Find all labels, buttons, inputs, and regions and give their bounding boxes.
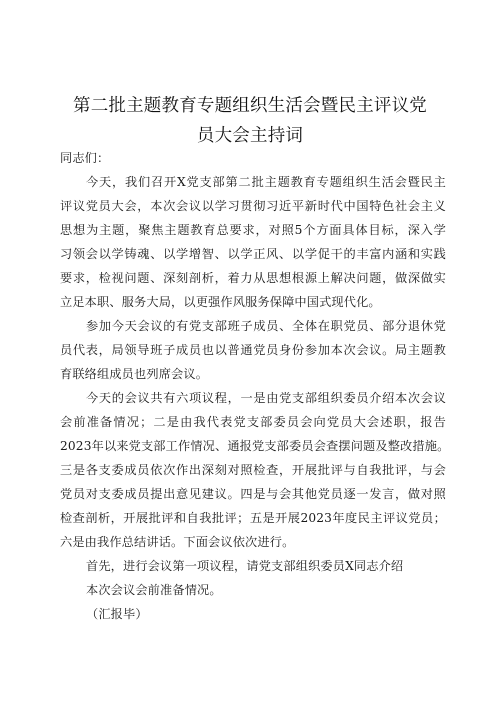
paragraph-line: 检查剖析，开展批评和自我批评；五是开展2023年度民主评议党员； <box>60 511 446 525</box>
paragraph-line: 参加今天会议的有党支部班子成员、全体在职党员、部分退休党 <box>86 319 446 333</box>
paragraph-line: 习领会以学铸魂、以学增智、以学正风、以学促干的丰富内涵和实践 <box>60 247 446 261</box>
salutation: 同志们： <box>60 151 110 165</box>
paragraph-line: 会前准备情况；二是由我代表党支部委员会向党员大会述职，报告 <box>60 415 446 429</box>
paragraph-line: 立足本职、服务大局，以更强作风服务保障中国式现代化。 <box>60 295 381 309</box>
paragraph-line: 三是各支委成员依次作出深刻对照检查，开展批评与自我批评，与会 <box>60 463 446 477</box>
paragraph-line: 今天的会议共有六项议程，一是由党支部组织委员介绍本次会议 <box>86 391 446 405</box>
paragraph-line: 党员对支委成员提出意见建议。四是与会其他党员逐一发言，做对照 <box>60 487 446 501</box>
paragraph-line: 本次会议会前准备情况。 <box>86 583 222 597</box>
paragraph-line: 评议党员大会，本次会议以学习贯彻习近平新时代中国特色社会主义 <box>60 199 446 213</box>
paragraph-line: 首先，进行会议第一项议程，请党支部组织委员X同志介绍 <box>86 559 404 573</box>
paragraph-line: 育联络组成员也列席会议。 <box>60 367 209 381</box>
paragraph-line: 今天，我们召开X党支部第二批主题教育专题组织生活会暨民主 <box>86 175 446 189</box>
title-line-2: 员大会主持词 <box>196 126 304 146</box>
document-title <box>66 91 434 151</box>
paragraph-line: 员代表，局领导班子成员也以普通党员身份参加本次会议。局主题教 <box>60 343 446 357</box>
paragraph-line: （汇报毕） <box>86 607 148 621</box>
title-line-1: 第二批主题教育专题组织生活会暨民主评议党 <box>73 96 427 116</box>
paragraph-line: 2023年以来党支部工作情况、通报党支部委员会查摆问题及整改措施。 <box>60 439 450 453</box>
paragraph-line: 思想为主题，聚焦主题教育总要求，对照5个方面具体目标，深入学 <box>60 223 446 237</box>
paragraph-line: 六是由我作总结讲话。下面会议依次进行。 <box>60 535 295 549</box>
paragraph-line: 要求，检视问题、深刻剖析，着力从思想根源上解决问题，做深做实 <box>60 271 446 285</box>
